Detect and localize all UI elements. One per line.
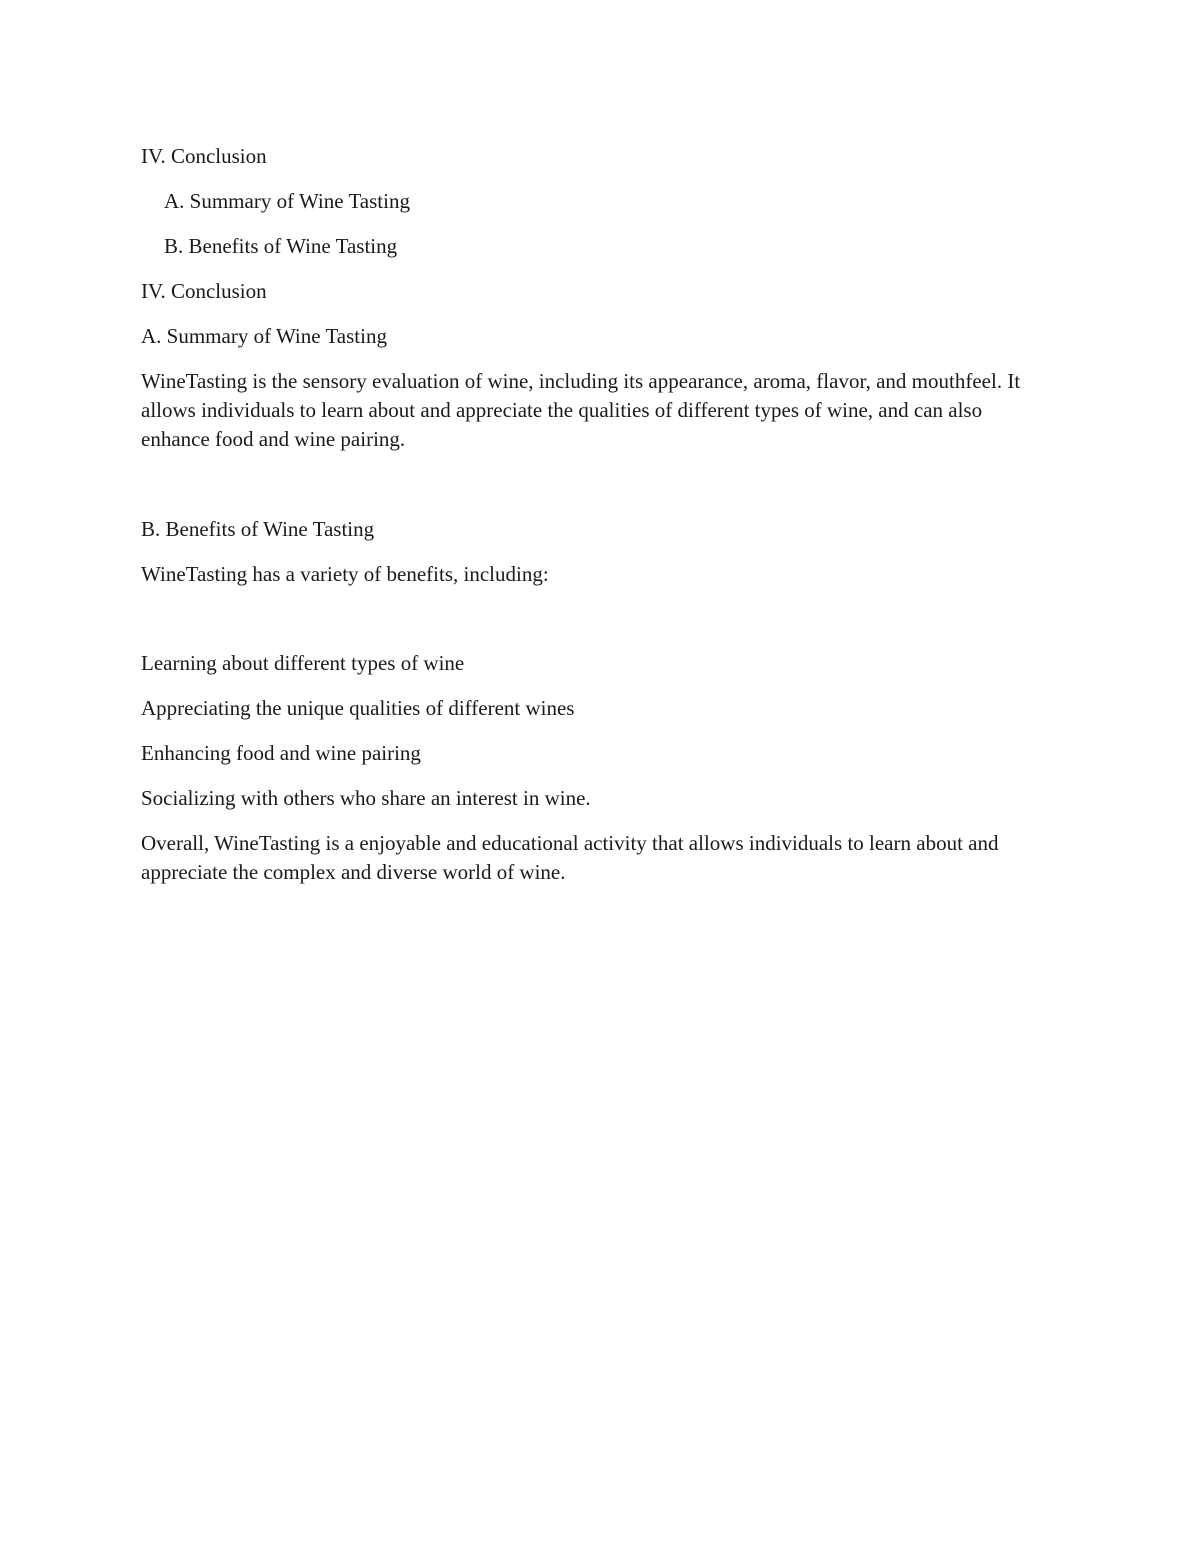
section-b-title: B. Benefits of Wine Tasting: [141, 517, 375, 541]
section-b-intro: WineTasting has a variety of benefits, including:: [141, 562, 549, 586]
conclusion-paragraph: Overall, WineTasting is a enjoyable and educational activity that allows individuals to learn about and appreciate the complex and diverse world of wine.: [141, 831, 999, 884]
section-heading: IV. Conclusion: [141, 279, 267, 303]
benefit-item: Appreciating the unique qualities of different wines: [141, 696, 575, 720]
section-a-paragraph: WineTasting is the sensory evaluation of wine, including its appearance, aroma, flavor, and mouthfeel. It allows individuals to learn about and appreciate the qualities of different types of wine, and can also enhance food and wine pairing.: [141, 369, 1021, 451]
benefit-item: Enhancing food and wine pairing: [141, 741, 421, 765]
outline-item-b: B. Benefits of Wine Tasting: [164, 234, 398, 258]
outline-heading: IV. Conclusion: [141, 144, 267, 168]
section-a-title: A. Summary of Wine Tasting: [141, 324, 387, 348]
benefit-item: Learning about different types of wine: [141, 651, 465, 675]
benefit-item: Socializing with others who share an interest in wine.: [141, 786, 591, 810]
outline-item-a: A. Summary of Wine Tasting: [164, 189, 410, 213]
